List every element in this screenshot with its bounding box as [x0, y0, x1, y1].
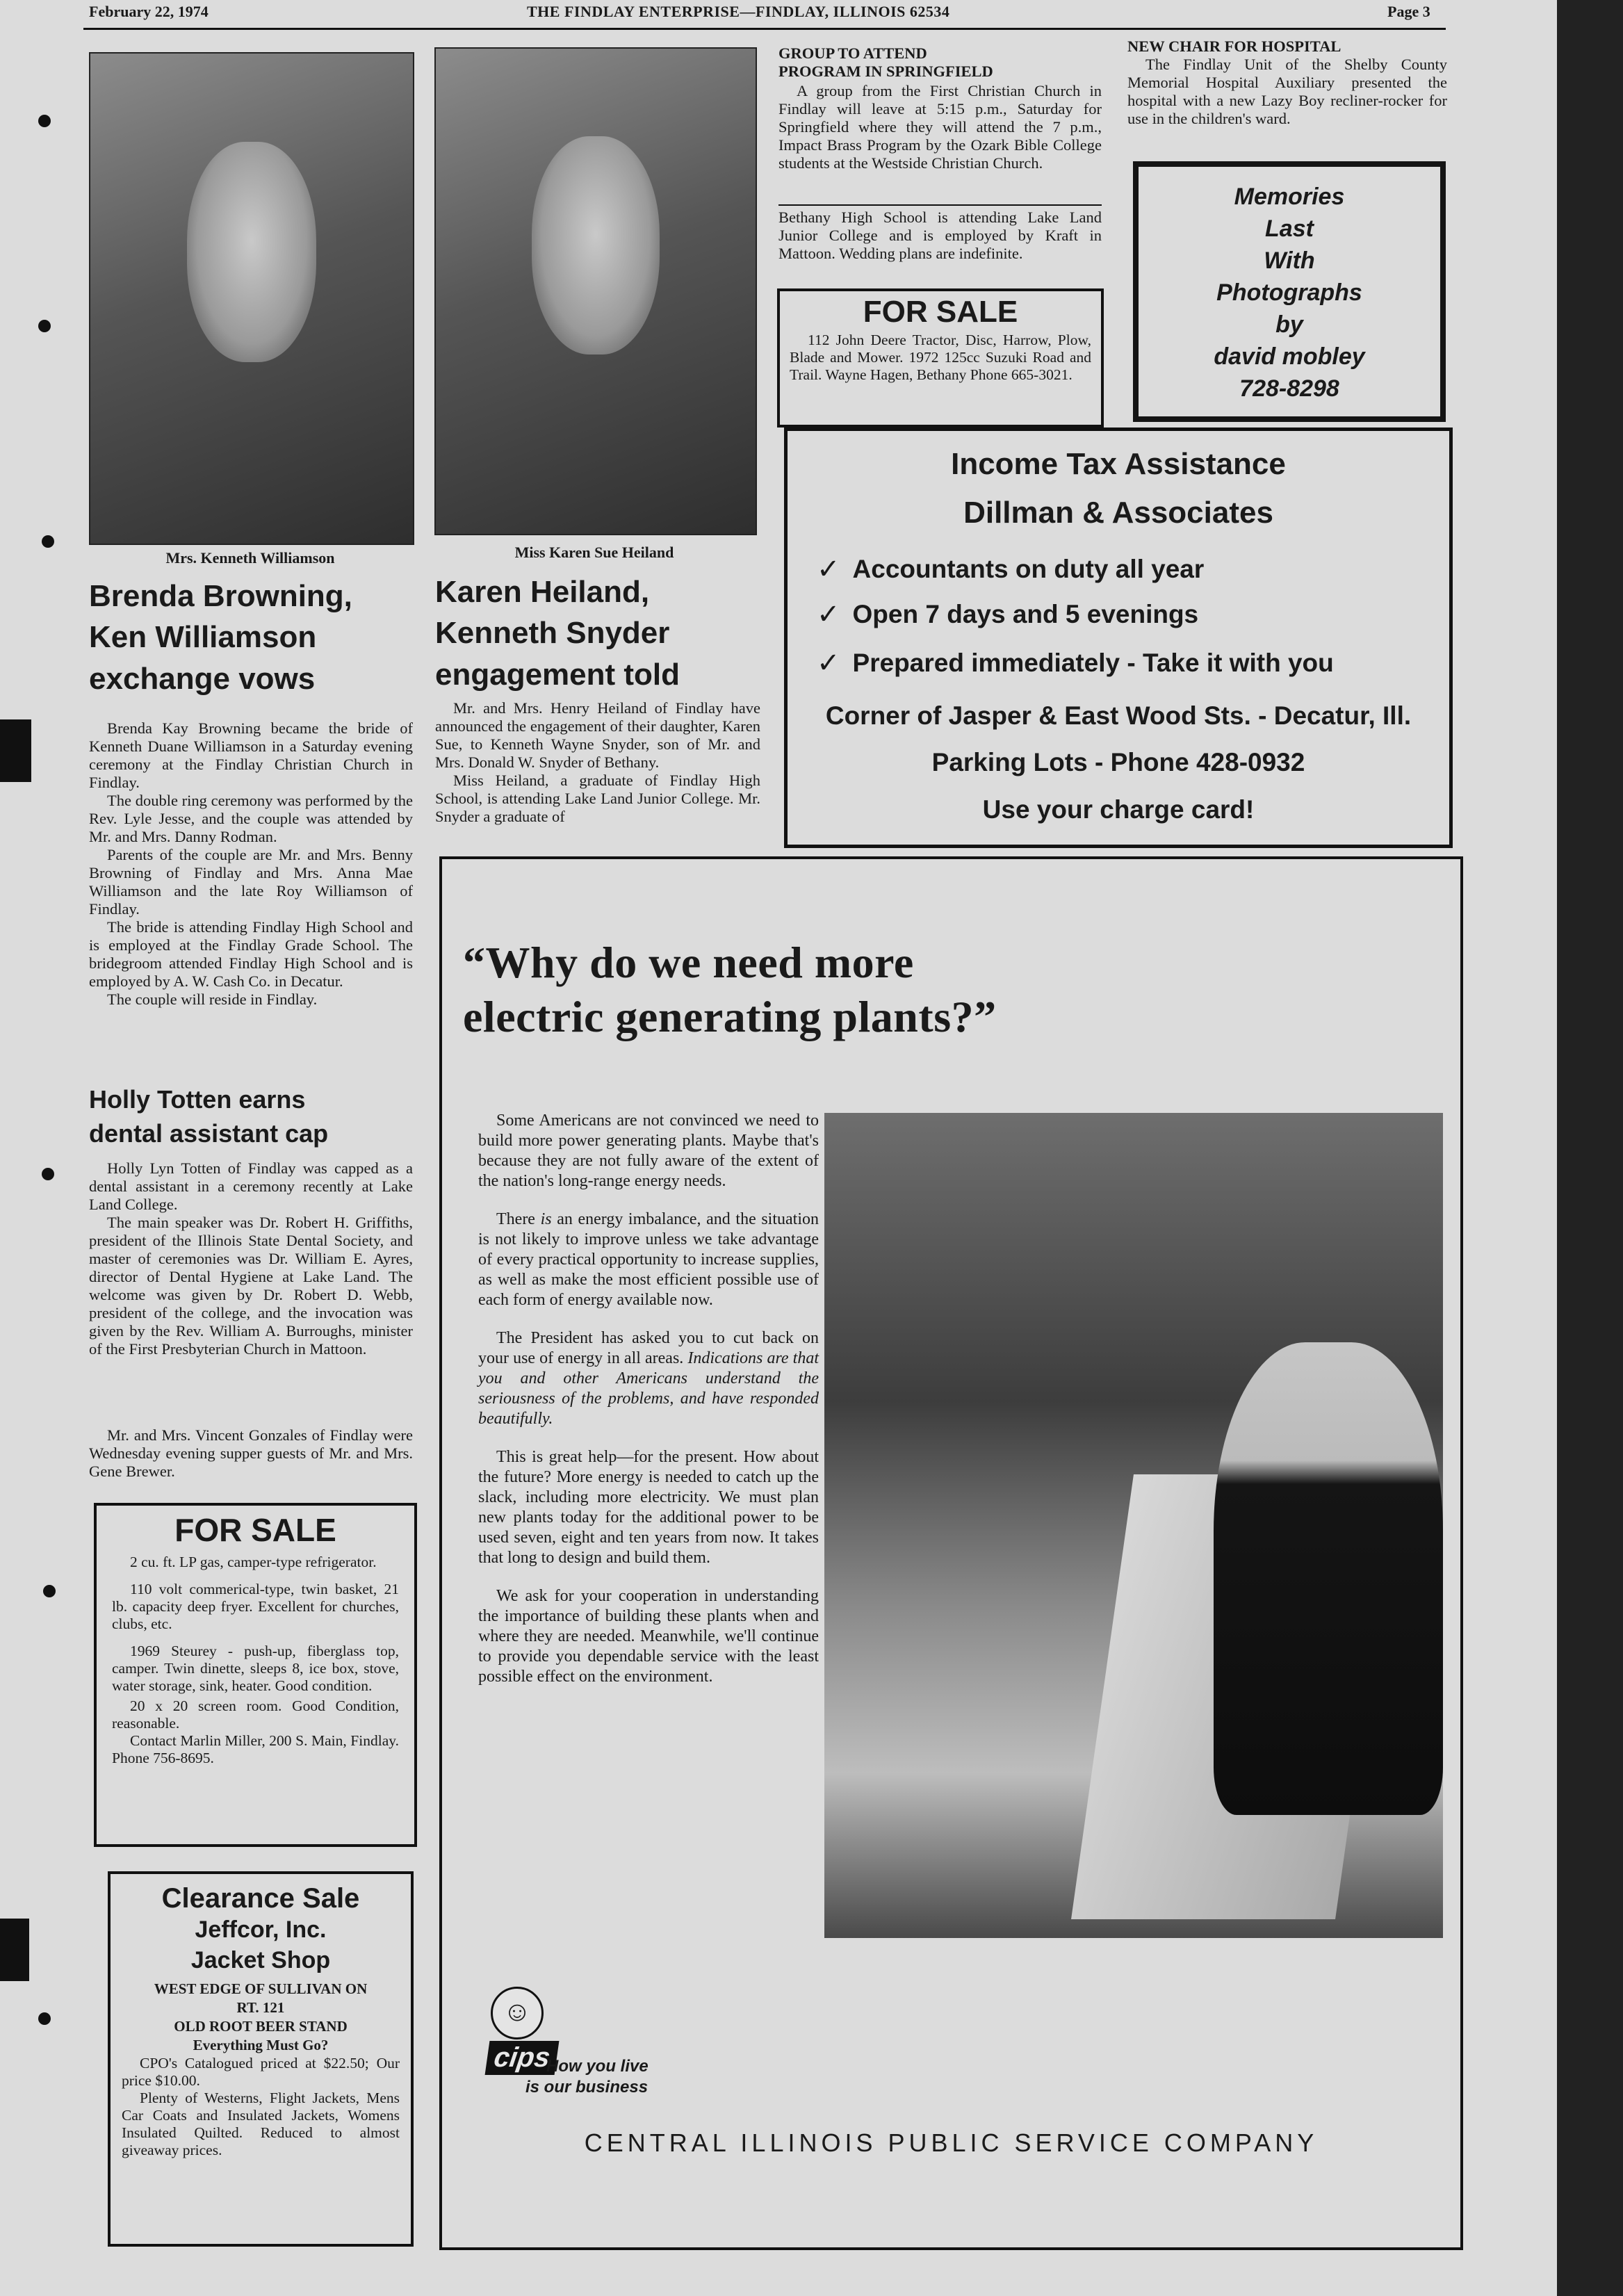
- for-sale-tractor-ad: [777, 288, 1104, 428]
- gonzales-note: Mr. and Mrs. Vincent Gonzales of Findlay were Wednesday evening supper guests of Mr. and Mrs. Gene Brewer.: [89, 1426, 413, 1480]
- springfield-headline: GROUP TO ATTEND PROGRAM IN SPRINGFIELD: [778, 44, 993, 80]
- engagement-continued: Bethany High School is attending Lake Land Junior College and is employed by Kraft in Mattoon. Wedding plans are indefinite.: [778, 209, 1102, 262]
- check-icon: ✓: [817, 599, 840, 630]
- tax-ad-charge: Use your charge card!: [982, 795, 1255, 824]
- masthead-rule: [83, 28, 1446, 30]
- wedding-article: Brenda Kay Browning became the bride of Kenneth Duane Williamson in a Saturday evening ceremony at the Findlay Christian Church in Findlay. The double ring ceremony was performed by the Rev. Lyle Jesse, and the couple was attended by Mr. and Mrs. Danny Rodman. Parents of the couple are Mr. and Mrs. Benny Browning of Findlay and Mrs. Anna Mae Williamson and the late Roy Williamson of Findlay. The bride is attending Findlay High School and is employed at the Findlay Grade School. The bridegroom attended Findlay High School and is employed by A. W. Cash Co. in Decatur. The couple will reside in Findlay.: [89, 719, 413, 1008]
- diner-photo: [824, 1113, 1443, 1938]
- masthead-page: Page 3: [1387, 3, 1430, 20]
- for-sale-title: FOR SALE: [863, 295, 1018, 329]
- portrait-face: [187, 142, 316, 362]
- binder-tear: [0, 719, 31, 782]
- clearance-location: WEST EDGE OF SULLIVAN ON RT. 121 OLD ROOT BEER STAND Everything Must Go?: [154, 1980, 368, 2054]
- binder-hole: [42, 1168, 54, 1180]
- tax-ad-bullets: ✓ Accountants on duty all year ✓ Open 7 days and 5 evenings ✓ Prepared immediately - Take it with you: [817, 548, 1334, 688]
- wedding-headline: Brenda Browning, Ken Williamson exchange vows: [89, 579, 352, 696]
- income-tax-ad: [784, 428, 1453, 848]
- for-sale-misc-items: 2 cu. ft. LP gas, camper-type refrigerator. 110 volt commerical-type, twin basket, 21 lb. capacity deep fryer. Excellent for churches, clubs, etc. 1969 Steurey - push-up, fiberglass top, camper. Twin dinette, sleeps 8, ice box, stove, water storage, sink, heater. Good condition. 20 x 20 screen room. Good Condition, reasonable. Contact Marlin Miller, 200 S. Main, Findlay. Phone 756-8695.: [112, 1553, 399, 1766]
- binder-tear: [0, 1919, 29, 1981]
- portrait-face: [532, 136, 660, 355]
- photography-ad-text: Memories Last With Photographs by david mobley 728-8298: [1214, 184, 1365, 402]
- binder-hole: [38, 2012, 51, 2025]
- engagement-photo: [434, 47, 757, 535]
- for-sale-misc-ad: [94, 1503, 417, 1847]
- engagement-article: Mr. and Mrs. Henry Heiland of Findlay have announced the engagement of their daughter, Karen Sue, to Kenneth Wayne Snyder, son of Mr. and Mrs. Donald W. Snyder of Bethany. Miss Heiland, a graduate of Findlay High School, is attending Lake Land Junior College. Mr. Snyder a graduate of: [435, 699, 760, 825]
- clearance-title: Clearance Sale: [161, 1883, 360, 1914]
- springfield-article: A group from the First Christian Church in Findlay will leave at 5:15 p.m., Saturday for Springfield where they will attend the 7 p.m., Impact Brass Program by the Ozark Bible College students at the Westside Christian Church.: [778, 82, 1102, 172]
- binder-hole: [43, 1585, 56, 1597]
- bride-photo: [89, 52, 414, 545]
- reddy-mascot-icon: ☺: [491, 1987, 544, 2039]
- tax-ad-address: Corner of Jasper & East Wood Sts. - Decatur, Ill.: [825, 701, 1412, 730]
- cips-slogan: How you live is our business: [525, 2057, 649, 2096]
- masthead-date: February 22, 1974: [89, 3, 209, 20]
- clearance-company: Jeffcor, Inc.: [195, 1916, 327, 1943]
- tax-ad-company: Dillman & Associates: [963, 496, 1273, 530]
- cips-ad: [439, 856, 1463, 2250]
- cips-company-name: CENTRAL ILLINOIS PUBLIC SERVICE COMPANY: [584, 2128, 1319, 2157]
- column-rule: [778, 204, 1102, 206]
- bride-photo-caption: Mrs. Kenneth Williamson: [165, 549, 335, 567]
- check-icon: ✓: [817, 647, 840, 679]
- binder-hole: [42, 535, 54, 548]
- cips-body: Some Americans are not convinced we need to build more power generating plants. Maybe that's because they are not fully aware of the extent of the nation's long-range energy needs. There is an energy imbalance, and the situation is not likely to improve unless we take advantage of every practical opportunity to increase supplies, as well as make the most efficient possible use of each form of energy available now. The President has asked you to cut back on your use of energy in all areas. Indications are that you and other Americans understand the seriousness of the problems, and have responded beautifully. This is great help—for the present. How about the future? More energy is needed to catch up the slack, including more electricity. We must plan new plants today for the additional power to be used seven, eight and ten years from now. It takes that long to design and build them. We ask for your cooperation in understanding the importance of building these plants when and where they are needed. Meanwhile, we'll continue to provide you dependable service with the least possible effect on the environment.: [478, 1112, 819, 1686]
- photography-ad: [1133, 161, 1446, 422]
- for-sale-tractor-text: 112 John Deere Tractor, Disc, Harrow, Plow, Blade and Mower. 1972 125cc Suzuki Road and Trail. Wayne Hagen, Bethany Phone 665-3021.: [790, 332, 1091, 383]
- tax-ad-phone: Parking Lots - Phone 428-0932: [931, 748, 1305, 776]
- check-icon: ✓: [817, 553, 840, 585]
- clearance-sale-ad: [108, 1871, 414, 2247]
- tax-ad-title: Income Tax Assistance: [951, 447, 1286, 481]
- for-sale-title: FOR SALE: [174, 1512, 336, 1548]
- scan-edge: [1557, 0, 1623, 2296]
- seated-man: [1214, 1342, 1443, 1815]
- engagement-photo-caption: Miss Karen Sue Heiland: [514, 544, 674, 561]
- cips-headline: “Why do we need more electric generating plants?”: [463, 938, 997, 1041]
- holly-article: Holly Lyn Totten of Findlay was capped as a dental assistant in a ceremony recently at Lake Land College. The main speaker was Dr. Robert H. Griffiths, president of the Illinois State Dental Society, and master of ceremonies was Dr. William E. Ayres, director of Dental Hygiene at Lake Land. The welcome was given by Dr. Robert D. Webb, president of the college, and the invocation was given by the Rev. William A. Burroughs, minister of the First Presbyterian Church in Mattoon.: [89, 1159, 413, 1358]
- engagement-headline: Karen Heiland, Kenneth Snyder engagement told: [435, 575, 680, 692]
- hospital-article: The Findlay Unit of the Shelby County Memorial Hospital Auxiliary presented the hospital with a new Lazy Boy recliner-rocker for use in the children's ward.: [1127, 56, 1447, 127]
- hospital-headline: NEW CHAIR FOR HOSPITAL: [1127, 38, 1341, 55]
- holly-headline: Holly Totten earns dental assistant cap: [89, 1085, 329, 1148]
- binder-hole: [38, 320, 51, 332]
- clearance-text: CPO's Catalogued priced at $22.50; Our price $10.00. Plenty of Westerns, Flight Jackets, Mens Car Coats and Insulated Jackets, Womens Insulated Quilted. Reduced to almost giveaway prices.: [122, 2055, 400, 2159]
- masthead-title: THE FINDLAY ENTERPRISE—FINDLAY, ILLINOIS 62534: [527, 3, 950, 20]
- cips-logo: cips: [487, 2041, 557, 2075]
- binder-hole: [38, 115, 51, 127]
- clearance-shop: Jacket Shop: [190, 1947, 331, 1974]
